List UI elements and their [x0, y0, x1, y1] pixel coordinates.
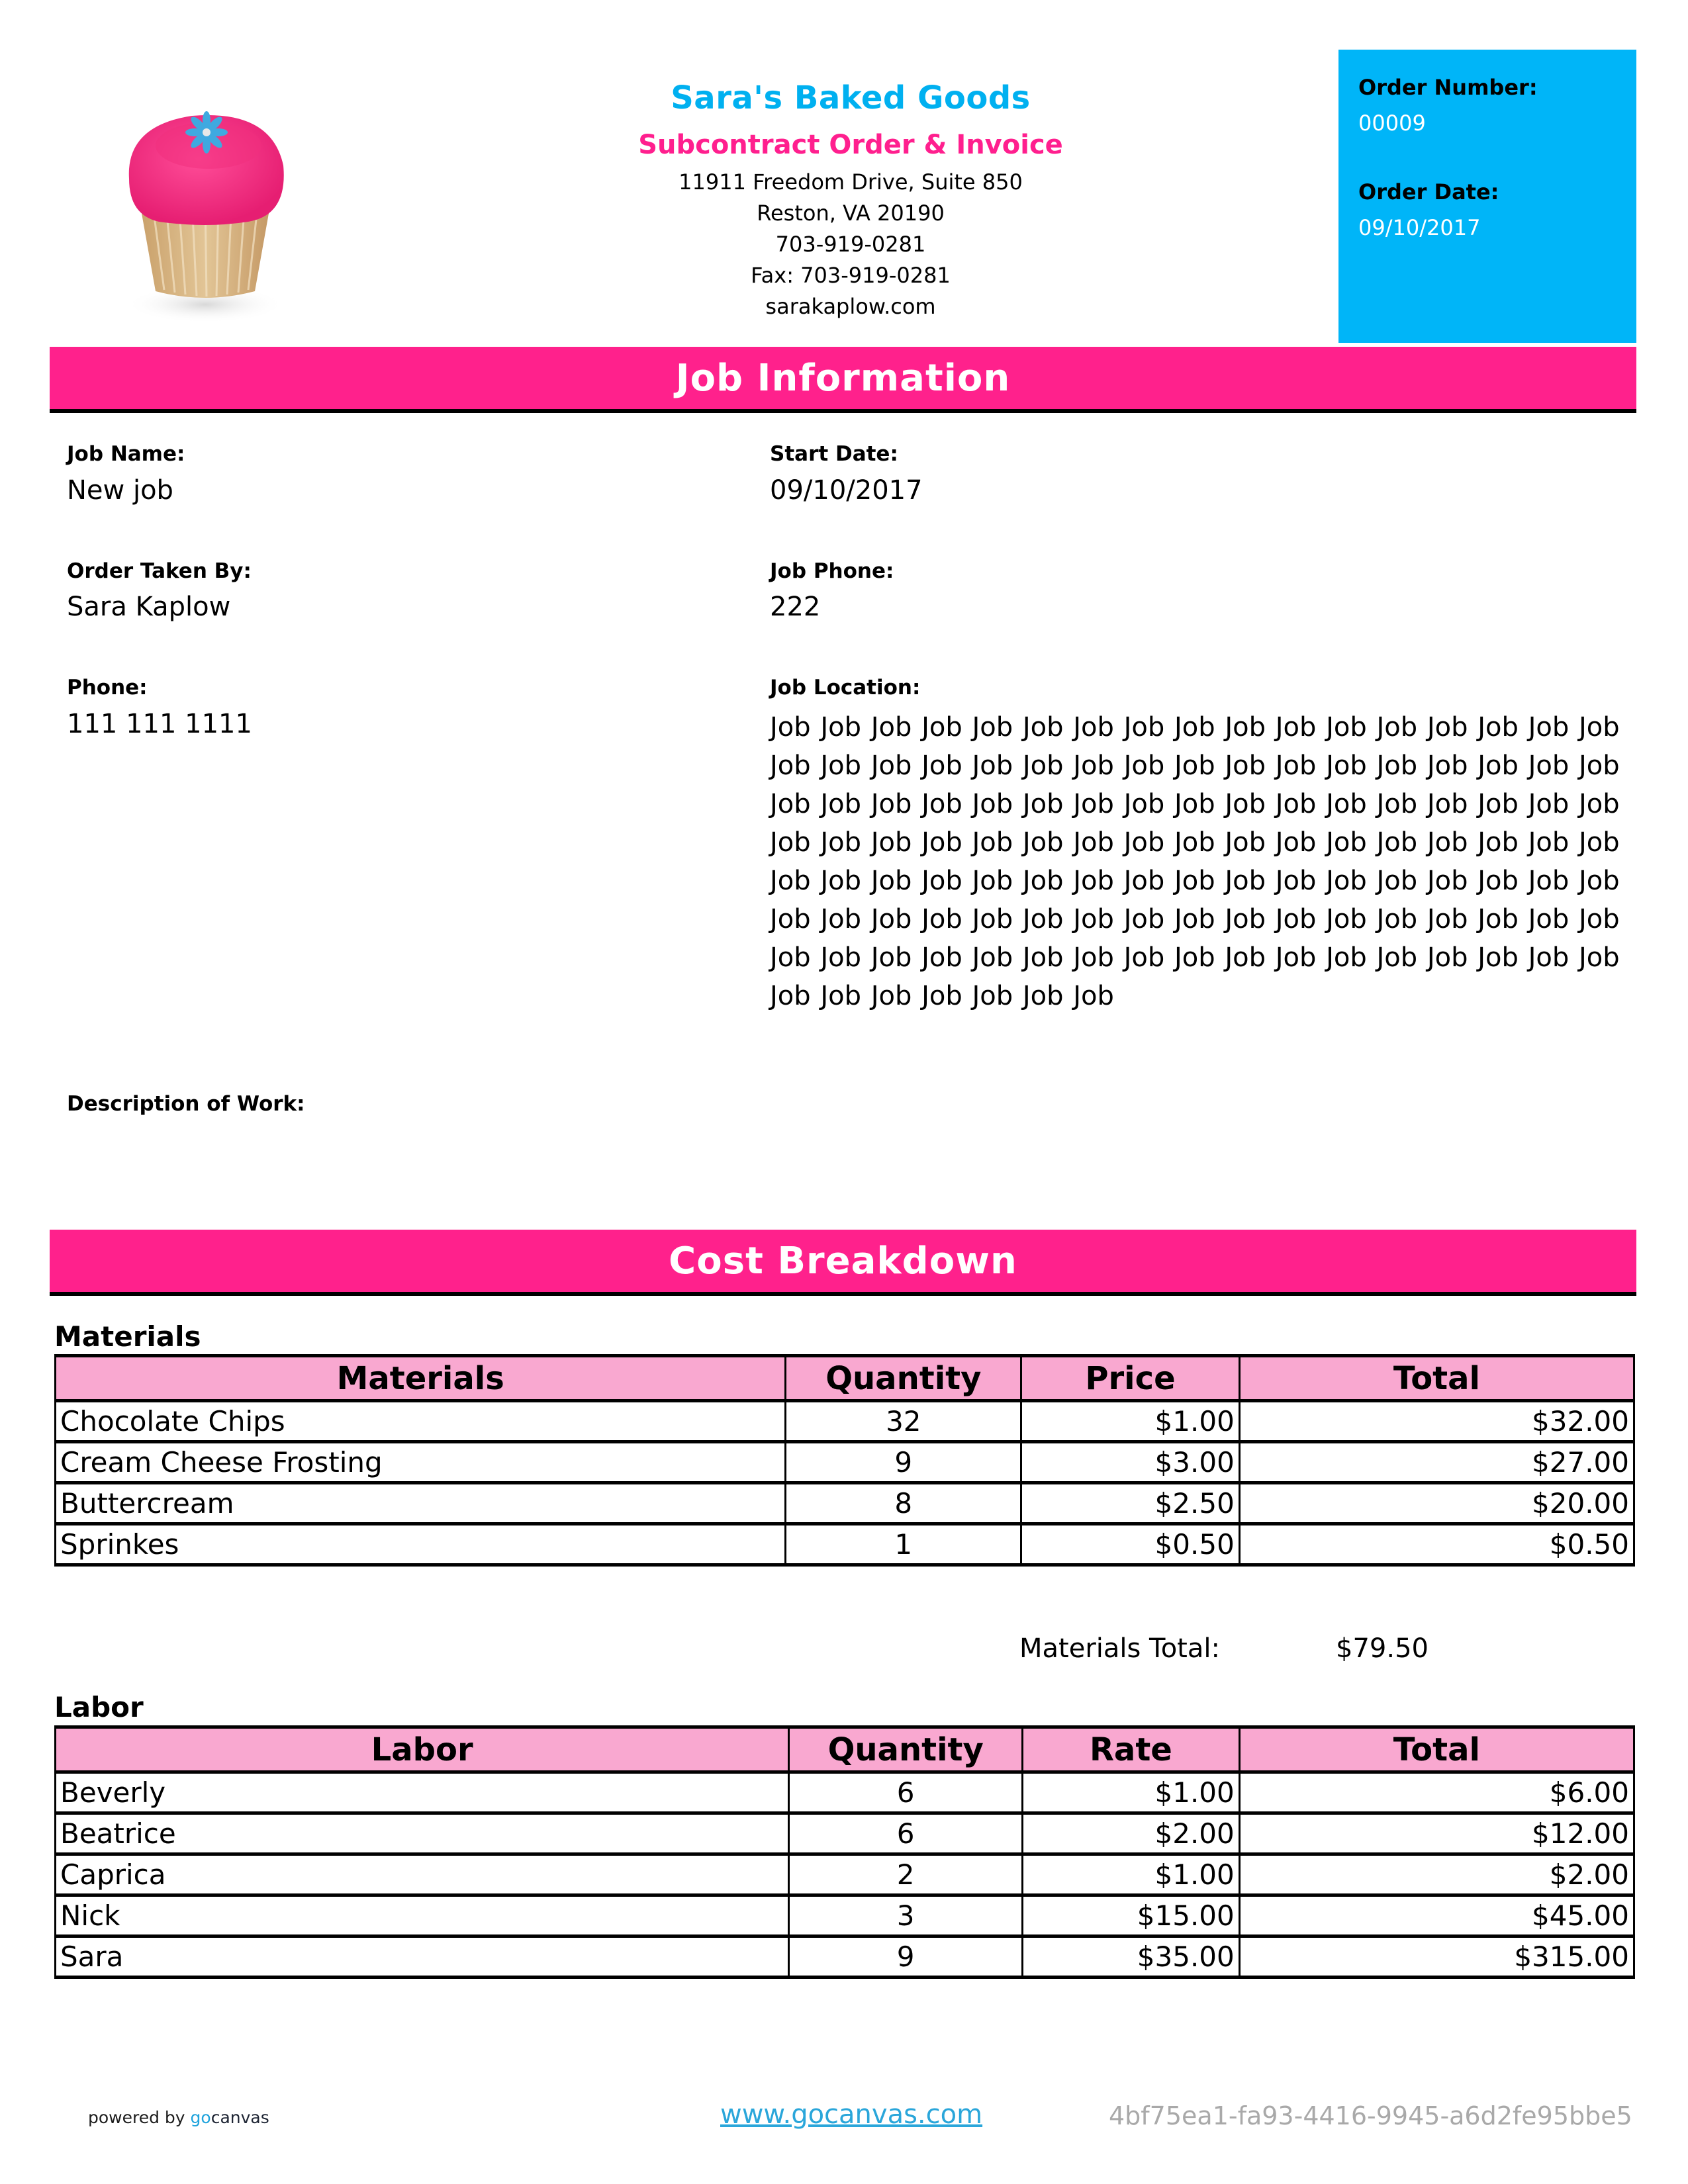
material-name: Buttercream	[56, 1483, 786, 1524]
order-taken-by-value: Sara Kaplow	[67, 592, 231, 622]
job-location-value: Job Job Job Job Job Job Job Job Job Job Job Job Job Job Job Job Job Job Job Job Job Job Job Job Job Job Job Job Job Job Job Job Job Job Job Job Job Job Job Job Job Job Job Job Job Job Job Job Job Job Job Job Job Job Job Job Job Job Job Job Job Job Job Job Job Job Job Job Job Job Job Job Job Job Job Job Job Job Job Job Job Job Job Job Job Job Job Job Job Job Job Job Job Job Job Job Job Job Job Job Job Job Job Job Job Job Job Job Job Job Job Job Job Job Job Job Job Job Job Job Job Job Job Job Job Job	[770, 712, 1620, 1011]
column-header-quantity: Quantity	[789, 1727, 1023, 1772]
order-number-label: Order Number:	[1358, 75, 1538, 100]
labor-name: Nick	[56, 1895, 789, 1936]
gocanvas-logo-go: go	[190, 2108, 211, 2127]
labor-quantity: 6	[789, 1813, 1023, 1854]
labor-total: $2.00	[1239, 1854, 1634, 1895]
powered-by-gocanvas-logo	[88, 2108, 269, 2127]
order-date-label: Order Date:	[1358, 179, 1499, 205]
job-information-header	[50, 347, 1636, 413]
start-date-label: Start Date:	[770, 442, 898, 466]
material-quantity: 32	[786, 1401, 1021, 1442]
phone-value: 111 111 1111	[67, 709, 252, 739]
labor-total: $45.00	[1239, 1895, 1634, 1936]
table-row	[56, 1895, 1634, 1936]
phone-label: Phone:	[67, 676, 148, 700]
cupcake-icon	[106, 93, 305, 331]
company-phone: 703-919-0281	[775, 232, 926, 257]
column-header-rate: Rate	[1023, 1727, 1240, 1772]
cost-breakdown-title: Cost Breakdown	[669, 1239, 1017, 1283]
cost-breakdown-header	[50, 1230, 1636, 1296]
labor-rate: $1.00	[1023, 1854, 1240, 1895]
order-taken-by-label: Order Taken By:	[67, 559, 252, 583]
order-number-value: 00009	[1358, 111, 1426, 136]
table-row	[56, 1813, 1634, 1854]
job-phone-value: 222	[770, 592, 821, 622]
labor-name: Caprica	[56, 1854, 789, 1895]
column-header-materials: Materials	[56, 1356, 786, 1401]
company-website: sarakaplow.com	[765, 294, 936, 319]
material-name: Sprinkes	[56, 1524, 786, 1565]
material-total: $27.00	[1239, 1442, 1634, 1483]
address-line-1: 11911 Freedom Drive, Suite 850	[679, 169, 1023, 195]
labor-quantity: 6	[789, 1772, 1023, 1813]
materials-section-label: Materials	[54, 1320, 201, 1353]
labor-table-header	[56, 1727, 1634, 1772]
table-row	[56, 1442, 1634, 1483]
material-price: $2.50	[1021, 1483, 1240, 1524]
material-price: $1.00	[1021, 1401, 1240, 1442]
gocanvas-website-link[interactable]: www.gocanvas.com	[720, 2099, 983, 2130]
column-header-total: Total	[1239, 1727, 1634, 1772]
table-row	[56, 1401, 1634, 1442]
table-row	[56, 1854, 1634, 1895]
labor-quantity: 9	[789, 1936, 1023, 1978]
column-header-quantity: Quantity	[786, 1356, 1021, 1401]
column-header-labor: Labor	[56, 1727, 789, 1772]
gocanvas-logo-canvas: canvas	[211, 2108, 269, 2127]
material-name: Cream Cheese Frosting	[56, 1442, 786, 1483]
materials-table-header	[56, 1356, 1634, 1401]
material-total: $32.00	[1239, 1401, 1634, 1442]
table-row	[56, 1936, 1634, 1978]
job-name-value: New job	[67, 475, 173, 506]
column-header-price: Price	[1021, 1356, 1240, 1401]
material-quantity: 9	[786, 1442, 1021, 1483]
address-line-2: Reston, VA 20190	[757, 201, 945, 226]
material-total: $0.50	[1239, 1524, 1634, 1565]
labor-quantity: 2	[789, 1854, 1023, 1895]
material-total: $20.00	[1239, 1483, 1634, 1524]
table-row	[56, 1524, 1634, 1565]
material-name: Chocolate Chips	[56, 1401, 786, 1442]
labor-rate: $2.00	[1023, 1813, 1240, 1854]
document-subtitle: Subcontract Order & Invoice	[638, 130, 1063, 160]
job-information-title: Job Information	[675, 356, 1011, 400]
labor-quantity: 3	[789, 1895, 1023, 1936]
start-date-value: 09/10/2017	[770, 475, 923, 506]
column-header-total: Total	[1239, 1356, 1634, 1401]
order-info-box	[1338, 50, 1636, 343]
order-date-value: 09/10/2017	[1358, 215, 1481, 240]
company-header	[583, 79, 1119, 322]
labor-rate: $15.00	[1023, 1895, 1240, 1936]
table-row	[56, 1772, 1634, 1813]
cupcake-logo-image	[106, 93, 305, 331]
document-id: 4bf75ea1-fa93-4416-9945-a6d2fe95bbe5	[1109, 2101, 1632, 2130]
material-quantity: 8	[786, 1483, 1021, 1524]
job-name-label: Job Name:	[67, 442, 185, 466]
labor-name: Sara	[56, 1936, 789, 1978]
job-phone-label: Job Phone:	[770, 559, 894, 583]
powered-by-text: powered by	[88, 2108, 191, 2127]
material-price: $0.50	[1021, 1524, 1240, 1565]
labor-name: Beverly	[56, 1772, 789, 1813]
company-fax: Fax: 703-919-0281	[751, 263, 951, 288]
labor-name: Beatrice	[56, 1813, 789, 1854]
labor-total: $315.00	[1239, 1936, 1634, 1978]
table-row	[56, 1483, 1634, 1524]
labor-table	[54, 1725, 1635, 1979]
description-of-work-label: Description of Work:	[67, 1092, 305, 1116]
labor-total: $6.00	[1239, 1772, 1634, 1813]
job-location-label: Job Location:	[770, 676, 921, 700]
company-name: Sara's Baked Goods	[671, 79, 1031, 116]
materials-total-label: Materials Total:	[1019, 1633, 1220, 1664]
labor-section-label: Labor	[54, 1691, 144, 1723]
labor-rate: $1.00	[1023, 1772, 1240, 1813]
material-price: $3.00	[1021, 1442, 1240, 1483]
material-quantity: 1	[786, 1524, 1021, 1565]
labor-total: $12.00	[1239, 1813, 1634, 1854]
labor-rate: $35.00	[1023, 1936, 1240, 1978]
materials-total-value: $79.50	[1336, 1633, 1429, 1664]
materials-table	[54, 1354, 1635, 1567]
